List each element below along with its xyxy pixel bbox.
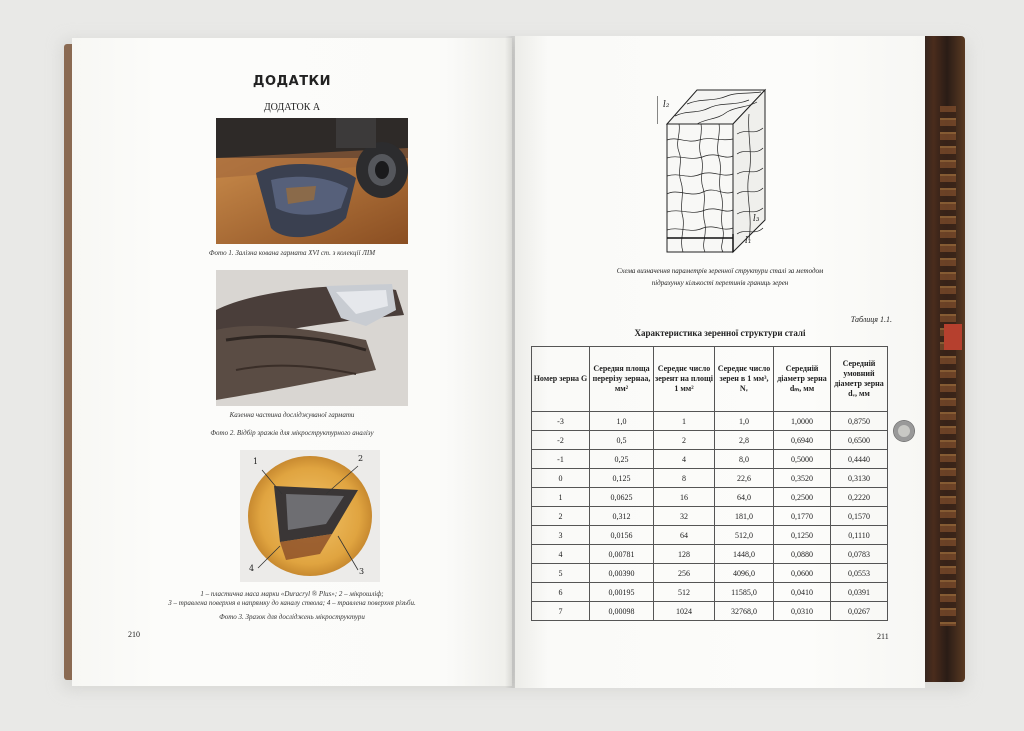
table-row xyxy=(532,412,888,431)
table-cell: 0 xyxy=(532,469,590,488)
table-cell: 64,0 xyxy=(715,488,774,507)
grain-structure-table xyxy=(531,346,888,621)
table-cell: 0,25 xyxy=(590,450,654,469)
table-cell: 0,125 xyxy=(590,469,654,488)
sample-photo-image xyxy=(240,450,380,582)
table-cell: 0,00098 xyxy=(590,602,654,621)
table-cell: 181,0 xyxy=(715,507,774,526)
header-grain-number: Номер зерна G xyxy=(532,347,590,412)
table-cell: 0,8750 xyxy=(831,412,888,431)
grain-structure-diagram xyxy=(657,84,775,256)
table-row xyxy=(532,469,888,488)
cover-ornament xyxy=(940,106,956,626)
table-cell: 4 xyxy=(654,450,715,469)
diagram-caption-line2: підрахунку кількості перетинів границь зерен xyxy=(651,279,789,287)
table-row xyxy=(532,583,888,602)
appendix-heading: ДОДАТКИ xyxy=(252,74,332,89)
sample-marker-3: 3 xyxy=(359,567,365,576)
photo3-caption-line2: 3 – травлена поверхня в напрямку до каналу ствола; 4 – травлена поверхня різьби. xyxy=(168,599,416,607)
table-cell: 16 xyxy=(654,488,715,507)
table-row xyxy=(532,564,888,583)
table-label: Таблиця 1.1. xyxy=(850,315,892,324)
table-cell: -2 xyxy=(532,431,590,450)
photo-breech xyxy=(216,270,408,406)
table-cell: 512,0 xyxy=(715,526,774,545)
header-conditional-diameter: Середній умовний діаметр зерна dᵥ, мм xyxy=(831,347,888,412)
table-cell: 2,8 xyxy=(715,431,774,450)
sample-marker-1: 1 xyxy=(253,457,259,466)
photo1-caption: Фото 1. Залізна кована гармата XVI ст. з колекції ЛІМ xyxy=(208,249,376,257)
page-number-left: 210 xyxy=(128,630,140,639)
table-cell: 0,1770 xyxy=(774,507,831,526)
page-number-right: 211 xyxy=(877,632,889,641)
diagram-label-l3: l₃ xyxy=(753,214,760,224)
table-cell: 1 xyxy=(532,488,590,507)
table-row xyxy=(532,602,888,621)
table-cell: 0,2220 xyxy=(831,488,888,507)
table-cell: 0,3130 xyxy=(831,469,888,488)
table-body xyxy=(532,412,888,621)
table-cell: 0,6940 xyxy=(774,431,831,450)
table-cell: 0,4440 xyxy=(831,450,888,469)
table-cell: 0,00195 xyxy=(590,583,654,602)
table-cell: 22,6 xyxy=(715,469,774,488)
table-row xyxy=(532,526,888,545)
table-cell: 0,0553 xyxy=(831,564,888,583)
table-cell: 512 xyxy=(654,583,715,602)
table-cell: 0,0625 xyxy=(590,488,654,507)
table-cell: 1,0000 xyxy=(774,412,831,431)
table-cell: 0,0391 xyxy=(831,583,888,602)
table-row xyxy=(532,507,888,526)
table-row xyxy=(532,488,888,507)
appendix-subheading: ДОДАТОК А xyxy=(263,102,321,113)
table-row xyxy=(532,545,888,564)
table-cell: 256 xyxy=(654,564,715,583)
table-cell: 8 xyxy=(654,469,715,488)
table-cell: 0,00781 xyxy=(590,545,654,564)
table-cell: -3 xyxy=(532,412,590,431)
diagram-label-l2: l₂ xyxy=(663,100,670,110)
table-cell: 3 xyxy=(532,526,590,545)
photo3-caption-line1: 1 – пластична маса марки «Duracryl ® Plus»; 2 – мікрошліф; xyxy=(200,590,384,598)
cannon-photo-image xyxy=(216,118,408,244)
table-cell: 1,0 xyxy=(590,412,654,431)
table-cell: 4096,0 xyxy=(715,564,774,583)
header-mean-area: Середня площа перерізу зернаа, мм² xyxy=(590,347,654,412)
table-cell: 0,0783 xyxy=(831,545,888,564)
photo3-caption-line3: Фото 3. Зразок для досліджень мікроструктури xyxy=(219,613,365,621)
table-row xyxy=(532,450,888,469)
table-cell: 0,0310 xyxy=(774,602,831,621)
photo-sample xyxy=(240,450,380,582)
table-cell: 32 xyxy=(654,507,715,526)
table-cell: 1,0 xyxy=(715,412,774,431)
table-cell: 0,0410 xyxy=(774,583,831,602)
table-cell: 0,1570 xyxy=(831,507,888,526)
sample-marker-2: 2 xyxy=(358,454,364,463)
table-cell: 11585,0 xyxy=(715,583,774,602)
sample-marker-4: 4 xyxy=(249,564,255,573)
photo-cannon xyxy=(216,118,408,244)
table-cell: 7 xyxy=(532,602,590,621)
table-header-row xyxy=(532,347,888,412)
right-cover xyxy=(920,36,965,682)
table-title: Характеристика зеренної структури сталі xyxy=(634,328,806,338)
table-cell: 8,0 xyxy=(715,450,774,469)
table-cell: 0,3520 xyxy=(774,469,831,488)
table-cell: 1448,0 xyxy=(715,545,774,564)
cover-tab xyxy=(944,324,962,350)
table-cell: 5 xyxy=(532,564,590,583)
table-cell: 0,6500 xyxy=(831,431,888,450)
table-cell: 2 xyxy=(654,431,715,450)
binding-hole xyxy=(894,421,914,441)
photo2-caption-b: Фото 2. Відбір зразків для мікроструктурного аналізу xyxy=(210,429,374,437)
table-cell: 64 xyxy=(654,526,715,545)
table-cell: 0,0880 xyxy=(774,545,831,564)
table-cell: 0,0267 xyxy=(831,602,888,621)
table-cell: 1024 xyxy=(654,602,715,621)
table-cell: -1 xyxy=(532,450,590,469)
table-cell: 4 xyxy=(532,545,590,564)
photo2-caption-a: Казенна частина досліджуваної гармати xyxy=(229,411,355,419)
right-page xyxy=(515,36,925,688)
table-cell: 0,5 xyxy=(590,431,654,450)
header-grains-per-area: Середнє число зерент на площі 1 мм² xyxy=(654,347,715,412)
table-cell: 0,0156 xyxy=(590,526,654,545)
table-cell: 32768,0 xyxy=(715,602,774,621)
table-cell: 2 xyxy=(532,507,590,526)
table-cell: 0,1110 xyxy=(831,526,888,545)
breech-photo-image xyxy=(216,270,408,406)
header-mean-diameter: Середній діаметр зерна dₘ, мм xyxy=(774,347,831,412)
header-grains-per-volume: Середнє число зерен в 1 мм³, Nᵥ xyxy=(715,347,774,412)
table-cell: 128 xyxy=(654,545,715,564)
left-page xyxy=(72,38,512,686)
table-row xyxy=(532,431,888,450)
diagram-label-l1: l₁ xyxy=(745,236,752,246)
table-cell: 0,00390 xyxy=(590,564,654,583)
table-cell: 0,312 xyxy=(590,507,654,526)
table-cell: 0,2500 xyxy=(774,488,831,507)
table-cell: 6 xyxy=(532,583,590,602)
table-cell: 1 xyxy=(654,412,715,431)
diagram-caption-line1: Схема визначення параметрів зеренної структури сталі за методом xyxy=(616,267,824,275)
table-cell: 0,1250 xyxy=(774,526,831,545)
table-cell: 0,0600 xyxy=(774,564,831,583)
table-cell: 0,5000 xyxy=(774,450,831,469)
